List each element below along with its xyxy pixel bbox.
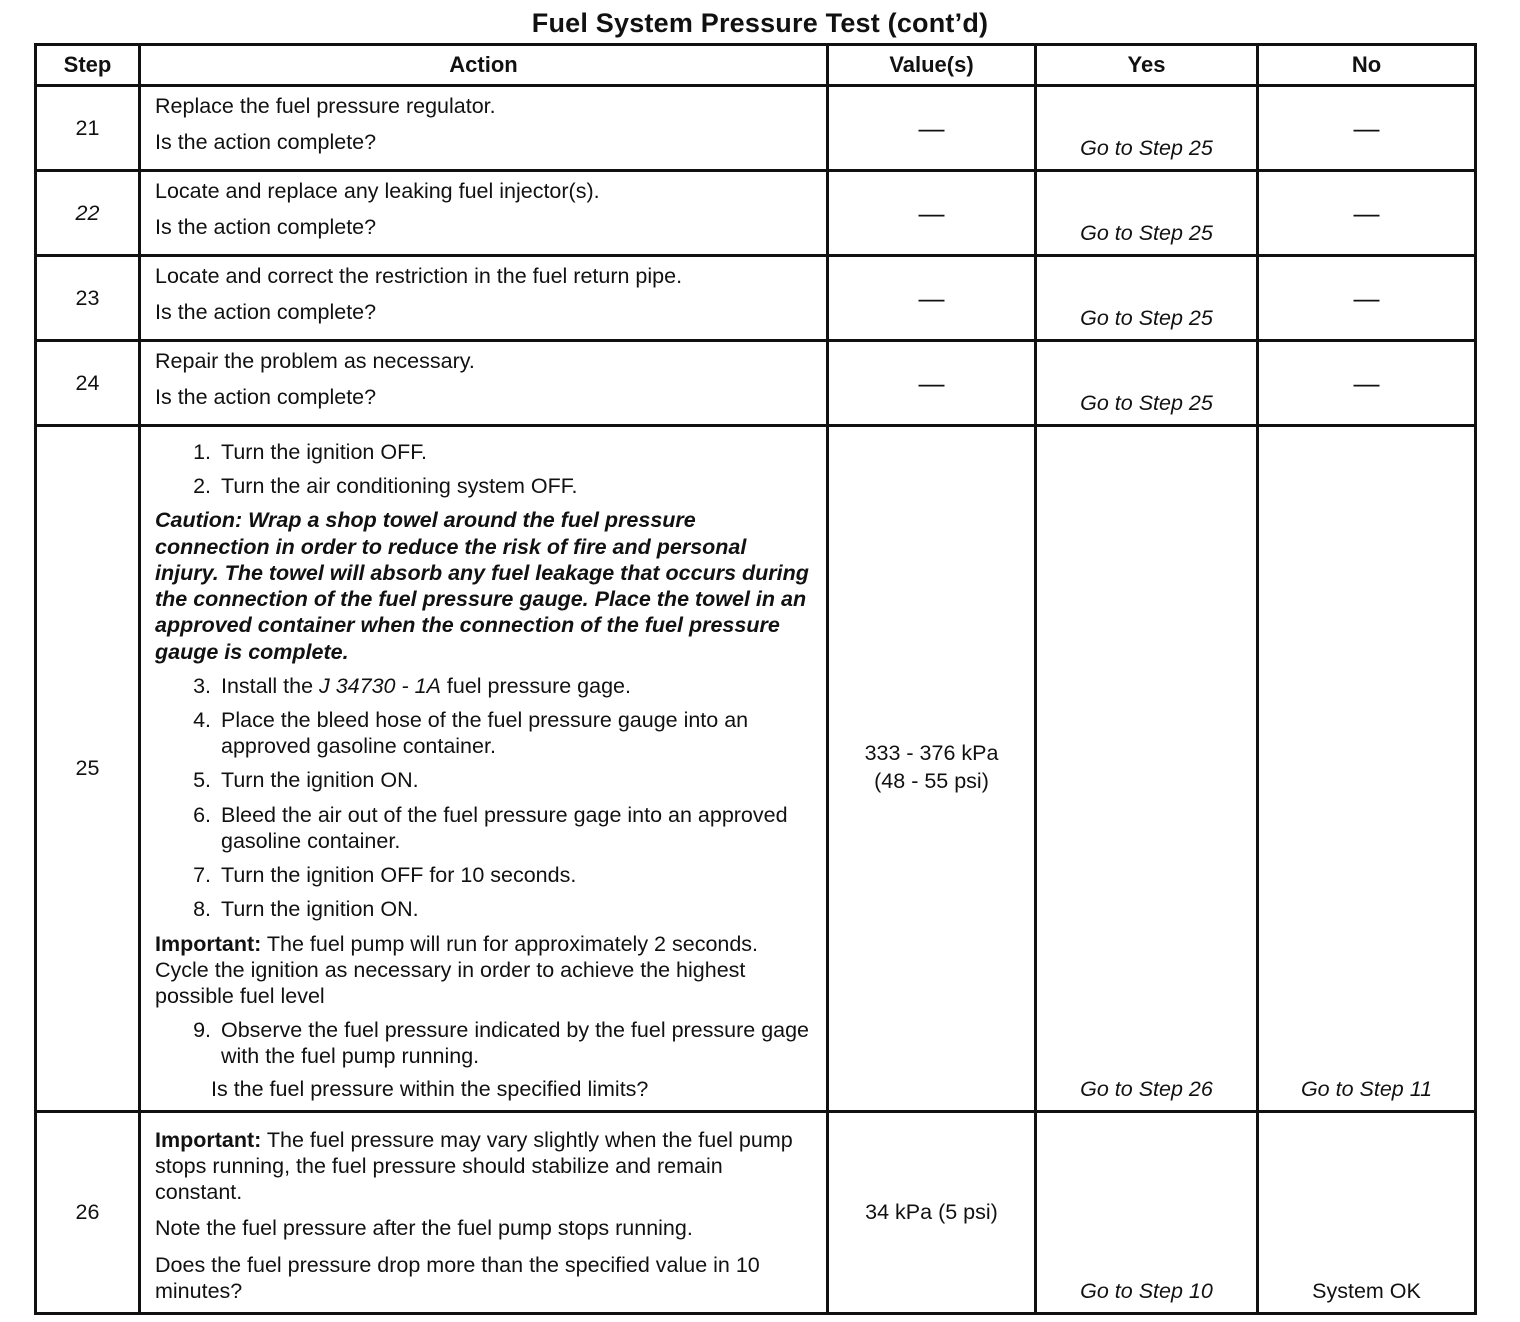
important-note: Important: The fuel pressure may vary slightly when the fuel pump stops running, the fuel pressure should stabilize and remain constant. [155,1127,793,1205]
yes-cell: Go to Step 10 [1036,1111,1258,1313]
action-question: Does the fuel pressure drop more than the specified value in 10 minutes? [155,1252,760,1303]
no-cell: System OK [1258,1111,1476,1313]
action-text: Locate and correct the restriction in the fuel return pipe. [155,264,683,288]
action-question: Is the action complete? [155,300,377,325]
header-step: Step [36,45,140,86]
action-text: Locate and replace any leaking fuel injector(s). [155,179,600,203]
page-title: Fuel System Pressure Test (cont’d) [531,8,989,38]
value-cell: — [828,86,1036,171]
value-cell [828,426,1036,1112]
table-row-step-26 [36,1111,1476,1313]
step-number: 26 [36,1111,140,1313]
procedure-list-c [155,1017,812,1069]
list-item: 4. Place the bleed hose of the fuel pressure gauge into an approved gasoline container. [193,707,749,759]
yes-cell: Go to Step 25 [1036,171,1258,256]
no-cell: Go to Step 11 [1258,426,1476,1112]
procedure-list-b [155,673,812,923]
no-cell: — [1258,256,1476,341]
step-number: 21 [36,86,140,171]
step-number: 23 [36,256,140,341]
yes-cell: Go to Step 25 [1036,86,1258,171]
header-row [36,45,1476,86]
list-item: 7. Turn the ignition OFF for 10 seconds. [193,863,577,888]
action-cell [140,256,828,341]
no-cell: — [1258,341,1476,426]
value-kpa: 333 - 376 kPa [864,741,999,766]
list-item: 5. Turn the ignition ON. [193,768,419,793]
step-number: 22 [36,171,140,256]
list-item: 8. Turn the ignition ON. [193,897,419,922]
action-text: Repair the problem as necessary. [155,349,475,373]
tool-number: J 34730 - 1A [319,673,441,698]
action-cell [140,86,828,171]
header-no: No [1258,45,1476,86]
table-row-step-21 [36,86,1476,171]
action-cell [140,171,828,256]
action-cell [140,341,828,426]
step-number: 25 [36,426,140,1112]
table-row-step-22 [36,171,1476,256]
list-item: 9. Observe the fuel pressure indicated by the fuel pressure gage with the fuel pump running. [193,1018,810,1069]
action-question: Is the action complete? [155,385,377,410]
caution-note: Caution: Wrap a shop towel around the fuel pressure connection in order to reduce the risk of fire and personal injury. The towel will absorb any fuel leakage that occurs during the connection of the fuel pressure gauge. Place the towel in an approved container when the connection of the fuel pressure gauge is complete. [155,508,809,664]
value-cell: 34 kPa (5 psi) [828,1111,1036,1313]
yes-cell: Go to Step 25 [1036,341,1258,426]
no-cell: — [1258,171,1476,256]
list-item: 6. Bleed the air out of the fuel pressure gage into an approved gasoline container. [193,802,788,853]
no-cell: — [1258,86,1476,171]
header-action: Action [140,45,828,86]
value-cell: — [828,341,1036,426]
header-yes: Yes [1036,45,1258,86]
action-cell [140,426,828,1112]
important-note: Important: The fuel pump will run for approximately 2 seconds. Cycle the ignition as necessary in order to achieve the highest possible fuel level [155,931,759,1008]
table-row-step-24 [36,341,1476,426]
value-cell: — [828,256,1036,341]
table-row-step-23 [36,256,1476,341]
action-question: Is the fuel pressure within the specified limits? [211,1076,649,1101]
table-row-step-25 [36,426,1476,1112]
header-values: Value(s) [828,45,1036,86]
fuel-pressure-test-table [34,43,1477,1315]
yes-cell: Go to Step 25 [1036,256,1258,341]
list-item: 2. Turn the air conditioning system OFF. [193,474,578,499]
value-psi: (48 - 55 psi) [874,769,989,794]
action-text: Replace the fuel pressure regulator. [155,94,496,118]
step-number: 24 [36,341,140,426]
action-text: Note the fuel pressure after the fuel pump stops running. [155,1216,693,1241]
list-item: 3. Install the J 34730 - 1A fuel pressure gage. [193,673,631,698]
value-cell: — [828,171,1036,256]
procedure-list-a [155,439,812,499]
yes-cell: Go to Step 26 [1036,426,1258,1112]
list-item: 1. Turn the ignition OFF. [193,440,427,464]
action-cell [140,1111,828,1313]
action-question: Is the action complete? [155,130,377,155]
action-question: Is the action complete? [155,215,377,240]
